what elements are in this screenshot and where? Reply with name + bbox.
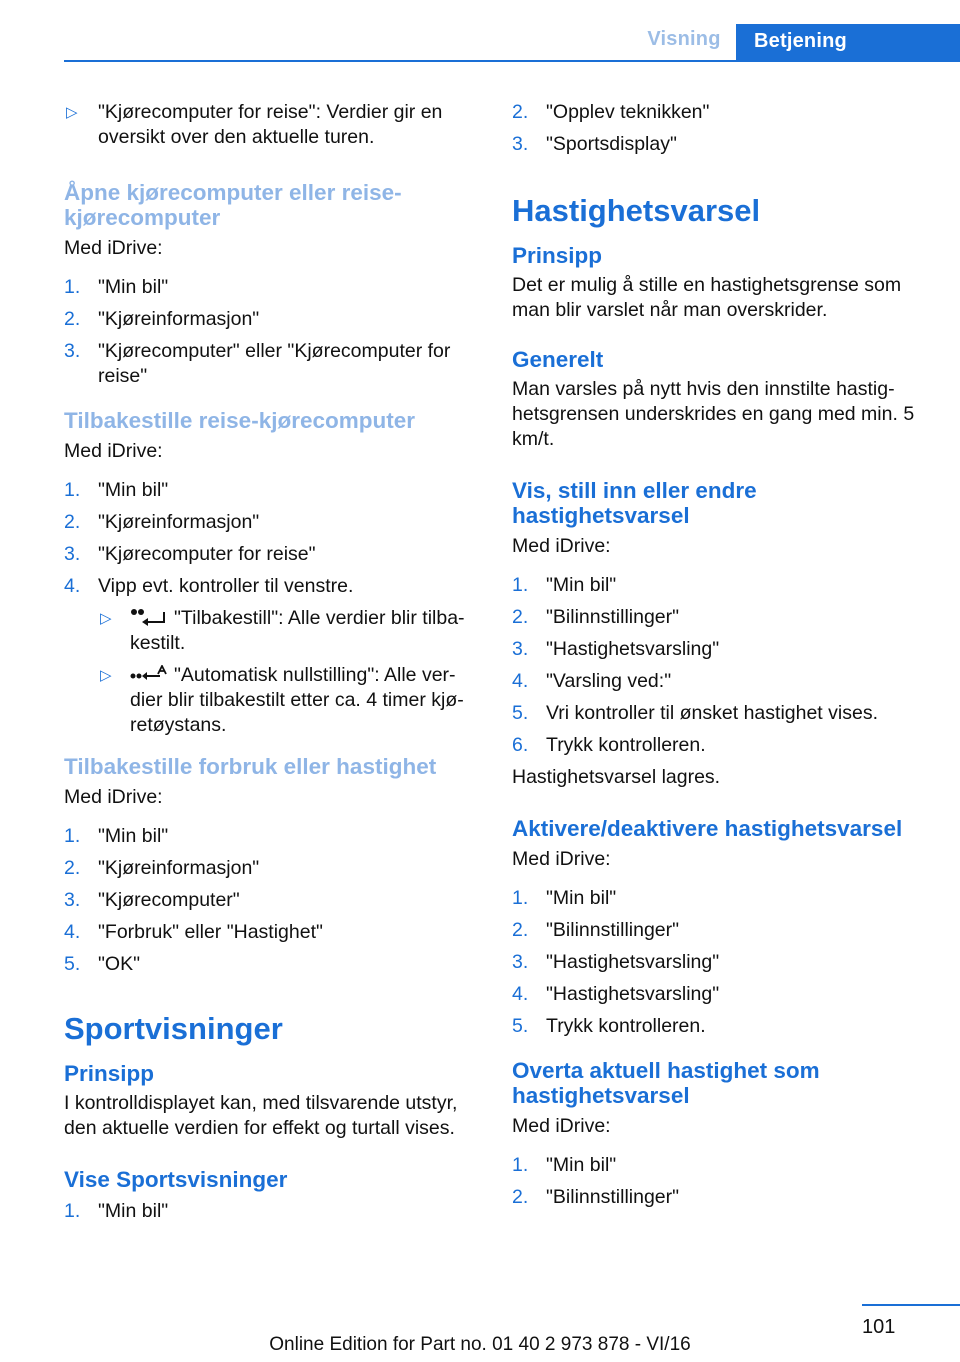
principle-text: I kontrolldisplayet kan, med tilsvarende utstyr, den aktuelle verdien for effekt og turtall vises. (64, 1092, 458, 1139)
section-title-principle: Prinsipp (512, 243, 603, 268)
list-item: 4. "Hastighetsvarsling" (512, 983, 720, 1005)
list-item: 1. "Min bil" (64, 825, 169, 847)
list-item: 3. "Sportsdisplay" (512, 133, 677, 155)
auto-reset-icon (130, 665, 168, 687)
section-title-toggle-speed-warning: Aktivere/deaktivere hastighetsvarsel (512, 816, 903, 841)
intro-text: Med iDrive: (64, 440, 163, 462)
list-item: ▷ "Tilbakestill": Alle verdier blir tilba-kestilt. (100, 607, 465, 654)
list-item: 1. "Min bil" (64, 1200, 169, 1222)
footer-rule (862, 1304, 960, 1306)
intro-text: Med iDrive: (64, 786, 163, 808)
list-item: 2. "Kjøreinformasjon" (64, 308, 260, 330)
list-item: 5. Trykk kontrolleren. (512, 1015, 706, 1037)
list-item: 5. Vri kontroller til ønsket hastighet vises. (512, 702, 878, 724)
header-rule (64, 60, 960, 62)
page-number: 101 (862, 1316, 896, 1338)
list-item: 2. "Opplev teknikken" (512, 101, 710, 123)
triangle-bullet-icon: ▷ (100, 610, 112, 627)
reset-arrow-icon (130, 608, 168, 630)
sub-bullet-list (98, 606, 480, 738)
edition-footer: Online Edition for Part no. 01 40 2 973 878 - VI/16 (269, 1334, 691, 1355)
list-item: 3. "Hastighetsvarsling" (512, 951, 720, 973)
steps-list-reset-trip (64, 478, 480, 738)
list-item: ▷ "Automatisk nullstilling": Alle ver-dier blir tilbakestilt etter ca. 4 timer kjø-retøystans. (100, 664, 464, 736)
general-text: Man varsles på nytt hvis den innstilte hastig-hetsgrensen underskrides en gang med min. 5 km/t. (512, 378, 915, 450)
list-item: 1. "Min bil" (512, 887, 617, 909)
section-title-principle: Prinsipp (64, 1061, 155, 1086)
list-item: 6. Trykk kontrolleren. (512, 734, 706, 756)
chapter-title-speed-warning: Hastighetsvarsel (512, 193, 761, 228)
left-column (64, 100, 480, 1231)
section-title-set-speed-warning: Vis, still inn eller endre hastighetsvarsel (512, 478, 757, 528)
list-item: 3. "Kjørecomputer" (64, 889, 240, 911)
section-title-open-computer: Åpne kjørecomputer eller reise-kjørecomputer (64, 180, 402, 230)
section-title-reset-trip: Tilbakestille reise-kjørecomputer (64, 408, 415, 433)
list-item: 4. "Varsling ved:" (512, 670, 672, 692)
list-item: 3. "Kjørecomputer for reise" (64, 543, 316, 565)
list-item: 1. "Min bil" (64, 276, 169, 298)
steps-list-set-speed-warning (512, 573, 922, 758)
list-item: 5. "OK" (64, 953, 141, 975)
intro-text: Med iDrive: (512, 1115, 611, 1137)
page-header (0, 0, 960, 62)
steps-list-take-current-speed (512, 1153, 922, 1210)
list-item: 4. "Forbruk" eller "Hastighet" (64, 921, 323, 943)
list-item: 2. "Bilinnstillinger" (512, 919, 680, 941)
steps-list-open-computer (64, 275, 480, 389)
list-item: ▷ "Kjørecomputer for reise": Verdier gir en oversikt over den aktuelle turen. (66, 101, 443, 148)
section-title-show-sport: Vise Sportsvisninger (64, 1167, 288, 1192)
bullet-list-top (64, 100, 480, 150)
list-item: 2. "Bilinnstillinger" (512, 606, 680, 628)
section-title-general: Generelt (512, 347, 604, 372)
section-title-take-current-speed: Overta aktuell hastighet som hastighetsvarsel (512, 1058, 820, 1108)
steps-list-show-sport (64, 1199, 480, 1224)
steps-list-reset-consumption (64, 824, 480, 977)
steps-list-toggle-speed-warning (512, 886, 922, 1039)
chapter-title-sport: Sportvisninger (64, 1011, 283, 1046)
steps-list-continued (512, 100, 922, 157)
tab-betjening[interactable]: Betjening (736, 24, 960, 60)
triangle-bullet-icon: ▷ (100, 667, 112, 684)
outro-text: Hastighetsvarsel lagres. (512, 766, 721, 788)
section-title-reset-consumption: Tilbakestille forbruk eller hastighet (64, 754, 437, 779)
tab-visning[interactable]: Visning (647, 28, 721, 50)
principle-text: Det er mulig å stille en hastighetsgrense som man blir varslet når man overskrider. (512, 274, 902, 321)
intro-text: Med iDrive: (64, 237, 163, 259)
intro-text: Med iDrive: (512, 535, 611, 557)
list-item: 2. "Kjøreinformasjon" (64, 857, 260, 879)
triangle-bullet-icon: ▷ (66, 104, 78, 121)
list-item: 2. "Kjøreinformasjon" (64, 511, 260, 533)
list-item: 3. "Hastighetsvarsling" (512, 638, 720, 660)
right-column (512, 100, 922, 1217)
list-item: 1. "Min bil" (64, 479, 169, 501)
list-item: 3. "Kjørecomputer" eller "Kjørecomputer for reise" (64, 340, 451, 387)
list-item: 2. "Bilinnstillinger" (512, 1186, 680, 1208)
list-item: 1. "Min bil" (512, 1154, 617, 1176)
list-item: 4. Vipp evt. kontroller til venstre. ▷ "Tilbakestill": Alle verdier blir tilba-kestilt. ▷ "Automatisk nullstilling": Alle ver-dier blir tilbakestilt etter ca. 4 timer kjø-retøystans. (64, 574, 480, 738)
intro-text: Med iDrive: (512, 848, 611, 870)
list-item: 1. "Min bil" (512, 574, 617, 596)
